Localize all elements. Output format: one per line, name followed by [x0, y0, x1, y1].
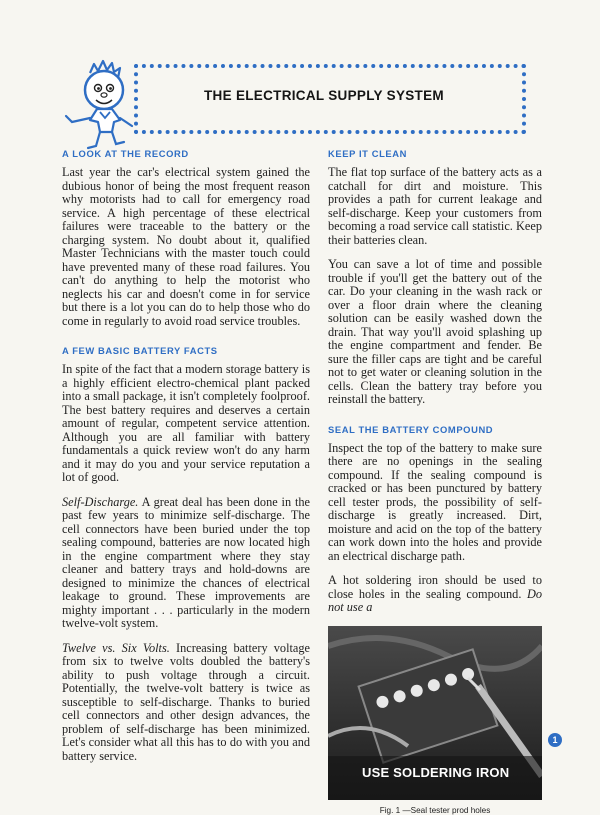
section-heading-keep-clean: KEEP IT CLEAN: [328, 148, 407, 159]
body-paragraph-self-discharge: [62, 496, 310, 631]
body-paragraph: Last year the car's electrical system gained the dubious honor of being the most frequent reason why motorists had to call for emergency road service. A high percentage of these electrical failures were traceable to the battery or the charging system. No doubt about it, qualified Master Technicians with the master touch could have prevented many of these road failures. You can't do anything to help the motorist who neglects his car and doesn't come in for service but there is a lot you can do to help those who do come in regularly to avoid road service troubles.: [62, 165, 310, 328]
paragraph-text: A hot soldering iron should be used to close holes in the sealing compound.: [328, 573, 542, 601]
left-column: [62, 148, 310, 774]
subsection-text: Increasing battery voltage from six to twelve volts doubled the battery's ability to push voltage through a circuit. Potentially, the twelve-volt battery is twice as susceptible to self-discharge. Thanks to buried cell connectors and other design advances, the problem of self-discharge has been minimized. Let's consider what all this has to do with you and battery service.: [62, 640, 310, 763]
section-heading-look-at-record: A LOOK AT THE RECORD: [62, 148, 189, 159]
battery-photo: [328, 626, 542, 800]
paragraph-emphasis: Do not use a: [328, 586, 542, 614]
section-heading-battery-facts: A FEW BASIC BATTERY FACTS: [62, 345, 218, 356]
photo-overlay-label: USE SOLDERING IRON: [362, 764, 510, 780]
section-heading-seal-compound: SEAL THE BATTERY COMPOUND: [328, 423, 494, 435]
subsection-text: A great deal has been done in the past few years to minimize self-discharge. The cell connectors have been buried under the top sealing compound, batteries are now located high in the engine compartment where they stay cleaner and battery trays and hold-downs are designed to minimize the chances of electrical leakage to ground. These improvements are mighty important . . . particularly in the modern twelve-volt system.: [62, 494, 310, 630]
page-title: THE ELECTRICAL SUPPLY SYSTEM: [204, 88, 444, 103]
page-number-badge: 1: [548, 733, 562, 747]
subsection-lead: Twelve vs. Six Volts.: [62, 640, 170, 655]
subsection-lead: Self-Discharge.: [62, 494, 139, 509]
body-paragraph-soldering: [328, 574, 542, 615]
body-paragraph-twelve-vs-six: [62, 642, 310, 764]
body-paragraph: The flat top surface of the battery acts as a catchall for dirt and moisture. This provides a path for current leakage and self-discharge. Keep your customers from becoming a road service call statistic. Keep their batteries clean.: [328, 165, 542, 247]
body-paragraph: Inspect the top of the battery to make sure there are no openings in the sealing compound. If the sealing compound is cracked or has been punctured by battery cell tester prods, the possibility of self-discharge is greatly increased. Dirt, moisture and acid on the top of the battery can work down into the holes and provide an electrical discharge path.: [328, 440, 542, 563]
body-paragraph: In spite of the fact that a modern storage battery is a highly efficient electro-chemical plant packed into a small package, it isn't completely foolproof. The best battery requires and deserves a certain amount of regular, competent service attention. Although you are all familiar with battery fundamentals a quick review won't do any harm and it may do you and your service reputation a lot of good.: [62, 362, 310, 484]
figure-caption: Fig. 1 —Seal tester prod holes: [379, 805, 491, 815]
body-paragraph: You can save a lot of time and possible trouble if you'll get the battery out of the car. Do your cleaning in the wash rack or over a floor drain where the cleaning solution can be easily washed down the drain. That way you'll avoid splashing up the engine compartment and fender. Be sure the filler caps are tight and be careful not to get water or cleaning solution in the cells. Clean the battery tray before you reinstall the battery.: [328, 257, 542, 406]
right-column: [328, 148, 542, 815]
